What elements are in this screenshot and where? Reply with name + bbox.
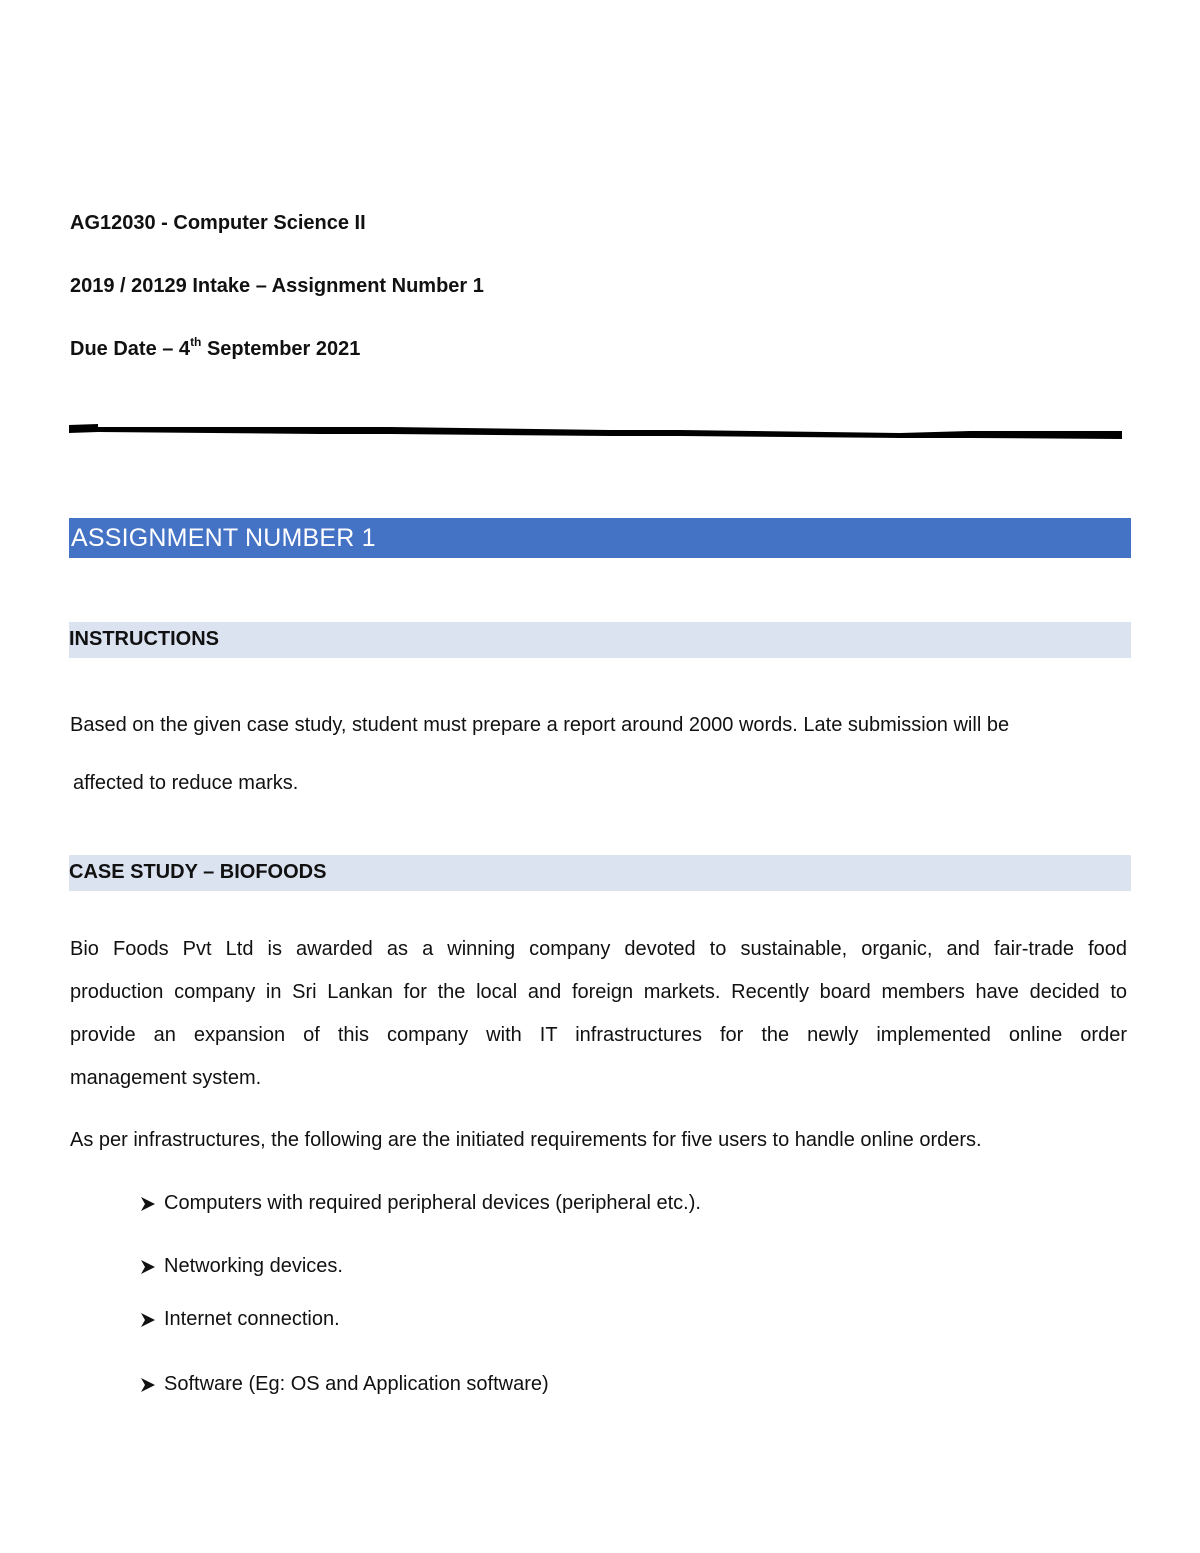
- due-date-suffix: September 2021: [201, 338, 361, 360]
- due-date-prefix: Due Date – 4: [70, 338, 191, 360]
- instructions-heading-bar: [69, 622, 1131, 658]
- arrowhead-bullet-icon: [140, 1376, 156, 1394]
- requirement-item: [140, 1373, 549, 1396]
- assignment-heading-bar: [69, 518, 1131, 558]
- requirements-intro: As per infrastructures, the following are the initiated requirements for five users to handle online orders.: [70, 1129, 982, 1151]
- instructions-line-2: affected to reduce marks.: [73, 772, 299, 794]
- assignment-heading: ASSIGNMENT NUMBER 1: [71, 524, 376, 552]
- case-study-para-line-4: management system.: [70, 1067, 262, 1089]
- requirement-item: [140, 1255, 343, 1278]
- case-study-para-line-2: [70, 981, 1127, 1004]
- case-study-heading: CASE STUDY – BIOFOODS: [69, 861, 327, 883]
- requirement-item-label: Software (Eg: OS and Application software): [164, 1373, 549, 1395]
- rule-line: [69, 424, 1122, 439]
- requirement-item-label: Networking devices.: [164, 1255, 343, 1277]
- horizontal-rule: [0, 0, 1200, 450]
- arrowhead-bullet-icon: [140, 1311, 156, 1329]
- arrowhead-bullet-icon: [140, 1258, 156, 1276]
- due-date-superscript: th: [190, 335, 202, 349]
- requirement-item: [140, 1192, 701, 1215]
- intake-line: 2019 / 20129 Intake – Assignment Number 1: [70, 275, 484, 297]
- requirement-item: [140, 1308, 340, 1331]
- case-study-para-line-1: [70, 938, 1127, 961]
- case-study-para-line-3: [70, 1024, 1127, 1047]
- case-study-para-text-1: Bio Foods Pvt Ltd is awarded as a winning company devoted to sustainable, organic, and fair-trade food: [70, 938, 1127, 960]
- course-title: AG12030 - Computer Science II: [70, 212, 366, 234]
- case-study-heading-bar: [69, 855, 1131, 891]
- requirement-item-label: Internet connection.: [164, 1308, 340, 1330]
- case-study-para-text-2: production company in Sri Lankan for the local and foreign markets. Recently board members have decided to: [70, 981, 1127, 1003]
- requirement-item-label: Computers with required peripheral devices (peripheral etc.).: [164, 1192, 701, 1214]
- case-study-para-text-3: provide an expansion of this company with IT infrastructures for the newly implemented online order: [70, 1024, 1127, 1046]
- arrowhead-bullet-icon: [140, 1195, 156, 1213]
- instructions-heading: INSTRUCTIONS: [69, 628, 219, 650]
- instructions-line-1: Based on the given case study, student must prepare a report around 2000 words. Late submission will be: [70, 714, 1010, 736]
